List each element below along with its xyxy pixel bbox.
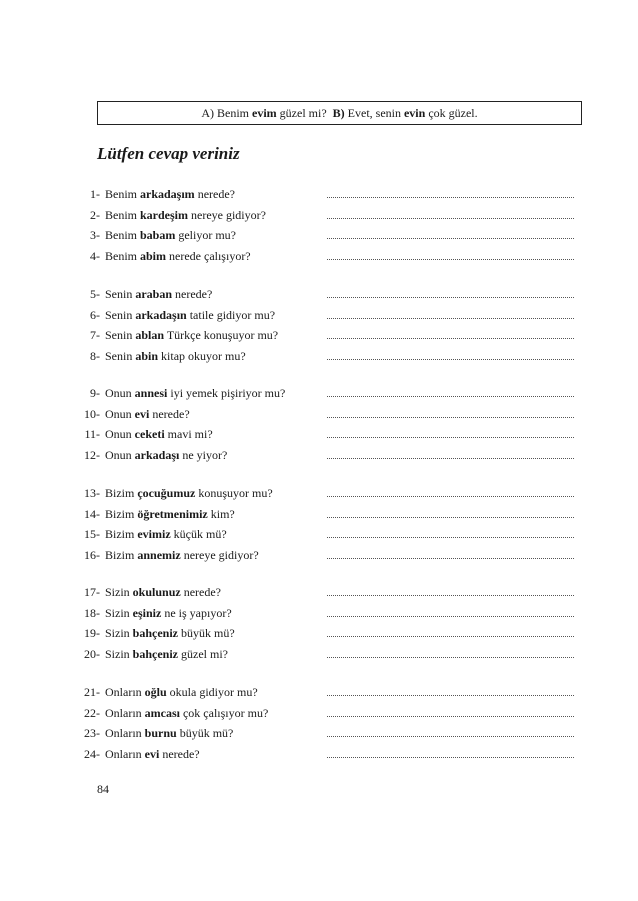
question-text — [105, 604, 232, 622]
question-possessive: eşiniz — [132, 605, 162, 620]
question-text — [105, 226, 236, 244]
example-b-label: B) — [332, 106, 345, 120]
question-row — [0, 583, 638, 601]
answer-line — [327, 517, 574, 518]
answer-line — [327, 537, 574, 538]
question-post: tatile gidiyor mu? — [186, 307, 276, 322]
question-text — [105, 405, 190, 423]
question-possessive: burnu — [144, 726, 177, 740]
question-pre: Benim — [105, 207, 140, 222]
question-post: nerede çalışıyor? — [166, 248, 251, 263]
question-post: iyi yemek pişiriyor mu? — [167, 386, 286, 400]
question-post: ne yiyor? — [179, 447, 228, 462]
answer-line — [327, 396, 574, 397]
answer-line — [327, 616, 574, 617]
question-text — [105, 446, 227, 464]
question-row — [0, 484, 638, 502]
question-row — [0, 745, 638, 763]
question-number: 22- — [84, 705, 100, 720]
question-row — [0, 306, 638, 324]
question-post: nereye gidiyor? — [188, 207, 266, 222]
answer-line — [327, 359, 574, 360]
answer-line — [327, 657, 574, 658]
question-possessive: evi — [134, 406, 150, 421]
answer-line — [327, 695, 574, 696]
question-pre: Onların — [105, 705, 145, 720]
example-a-bold: evim — [252, 106, 277, 120]
question-possessive: arkadaşım — [140, 187, 195, 201]
question-text — [105, 484, 273, 502]
question-number: 20- — [84, 646, 100, 661]
question-number: 11- — [84, 427, 100, 441]
question-pre: Sizin — [105, 646, 133, 661]
question-number: 7- — [90, 328, 100, 342]
question-text — [105, 583, 221, 601]
question-text — [105, 704, 268, 722]
answer-line — [327, 636, 574, 637]
question-text — [105, 724, 233, 742]
question-post: nerede? — [159, 746, 200, 761]
question-number: 19- — [84, 626, 100, 640]
question-possessive: araban — [135, 287, 173, 301]
question-possessive: abim — [140, 248, 167, 263]
question-pre: Sizin — [105, 626, 133, 640]
answer-line — [327, 496, 574, 497]
answer-line — [327, 736, 574, 737]
answer-line — [327, 259, 574, 260]
question-row — [0, 206, 638, 224]
question-number: 10- — [84, 406, 100, 421]
question-row — [0, 525, 638, 543]
question-possessive: kardeşim — [140, 207, 188, 222]
question-possessive: abin — [135, 348, 159, 363]
question-post: nerede? — [149, 406, 190, 421]
question-text — [105, 347, 246, 365]
question-possessive: çocuğumuz — [137, 486, 196, 500]
question-row — [0, 247, 638, 265]
question-pre: Benim — [105, 228, 140, 242]
question-number: 9- — [90, 386, 100, 400]
question-row — [0, 704, 638, 722]
question-post: ne iş yapıyor? — [161, 605, 232, 620]
question-post: kim? — [207, 506, 235, 521]
question-post: nerede? — [180, 585, 222, 599]
question-number: 4- — [90, 248, 100, 263]
answer-line — [327, 297, 574, 298]
question-text — [105, 505, 235, 523]
question-pre: Onun — [105, 427, 135, 441]
page-title: Lütfen cevap veriniz — [97, 144, 240, 163]
answer-line — [327, 716, 574, 717]
question-post: küçük mü? — [170, 527, 227, 541]
question-pre: Bizim — [105, 506, 138, 521]
question-number: 21- — [84, 685, 100, 699]
question-text — [105, 425, 213, 443]
question-pre: Onun — [105, 386, 135, 400]
question-row — [0, 505, 638, 523]
question-post: kitap okuyor mu? — [158, 348, 246, 363]
question-number: 24- — [84, 746, 100, 761]
answer-line — [327, 238, 574, 239]
question-post: nerede? — [172, 287, 213, 301]
question-number: 2- — [90, 207, 100, 222]
question-text — [105, 326, 278, 344]
question-post: konuşuyor mu? — [195, 486, 273, 500]
question-row — [0, 326, 638, 344]
question-row — [0, 185, 638, 203]
question-possessive: amcası — [144, 705, 180, 720]
question-post: Türkçe konuşuyor mu? — [164, 328, 279, 342]
question-post: çok çalışıyor mu? — [179, 705, 269, 720]
question-pre: Bizim — [105, 527, 138, 541]
example-a-post: güzel mi? — [276, 106, 327, 120]
question-number: 16- — [84, 547, 100, 562]
question-possessive: bahçeniz — [132, 626, 179, 640]
question-pre: Senin — [105, 328, 136, 342]
question-possessive: babam — [140, 228, 176, 242]
answer-line — [327, 595, 574, 596]
question-post: güzel mi? — [178, 646, 228, 661]
question-row — [0, 226, 638, 244]
question-row — [0, 425, 638, 443]
question-text — [105, 206, 266, 224]
question-row — [0, 546, 638, 564]
question-row — [0, 604, 638, 622]
question-number: 1- — [90, 187, 100, 201]
question-row — [0, 347, 638, 365]
question-post: büyük mü? — [178, 626, 235, 640]
question-pre: Benim — [105, 248, 140, 263]
question-number: 12- — [84, 447, 100, 462]
question-possessive: evi — [144, 746, 160, 761]
question-possessive: annesi — [134, 386, 168, 400]
answer-line — [327, 558, 574, 559]
answer-line — [327, 437, 574, 438]
example-a-label: A) — [201, 106, 215, 120]
question-text — [105, 525, 227, 543]
question-text — [105, 645, 228, 663]
question-number: 23- — [84, 726, 100, 740]
question-row — [0, 285, 638, 303]
question-pre: Onların — [105, 746, 145, 761]
question-pre: Onların — [105, 726, 145, 740]
question-text — [105, 247, 251, 265]
question-possessive: annemiz — [137, 547, 181, 562]
question-number: 8- — [90, 348, 100, 363]
question-pre: Onların — [105, 685, 145, 699]
question-number: 5- — [90, 287, 100, 301]
answer-line — [327, 417, 574, 418]
example-b-pre: Evet, senin — [347, 106, 404, 120]
question-pre: Bizim — [105, 486, 138, 500]
question-text — [105, 745, 200, 763]
question-number: 18- — [84, 605, 100, 620]
answer-line — [327, 197, 574, 198]
question-possessive: evimiz — [137, 527, 171, 541]
question-text — [105, 384, 285, 402]
question-pre: Senin — [105, 348, 136, 363]
question-text — [105, 285, 212, 303]
question-number: 6- — [90, 307, 100, 322]
question-post: mavi mi? — [164, 427, 213, 441]
question-pre: Senin — [105, 287, 136, 301]
question-pre: Bizim — [105, 547, 138, 562]
answer-line — [327, 757, 574, 758]
question-number: 17- — [84, 585, 100, 599]
question-text — [105, 185, 235, 203]
question-post: okula gidiyor mu? — [166, 685, 258, 699]
question-text — [105, 683, 258, 701]
question-number: 14- — [84, 506, 100, 521]
question-possessive: oğlu — [144, 685, 167, 699]
question-pre: Senin — [105, 307, 136, 322]
example-a-pre: Benim — [217, 106, 253, 120]
question-pre: Onun — [105, 406, 135, 421]
question-text — [105, 546, 259, 564]
question-possessive: ceketi — [134, 427, 165, 441]
example-b-post: çok güzel. — [425, 106, 478, 120]
question-text — [105, 306, 275, 324]
question-post: geliyor mu? — [175, 228, 236, 242]
question-pre: Benim — [105, 187, 140, 201]
question-possessive: ablan — [135, 328, 165, 342]
question-text — [105, 624, 235, 642]
question-post: nerede? — [194, 187, 235, 201]
question-possessive: öğretmenimiz — [137, 506, 208, 521]
question-row — [0, 724, 638, 742]
question-row — [0, 645, 638, 663]
question-row — [0, 624, 638, 642]
page-number: 84 — [97, 782, 109, 796]
question-possessive: arkadaşı — [134, 447, 180, 462]
example-b-bold: evin — [403, 106, 426, 120]
question-pre: Sizin — [105, 605, 133, 620]
question-pre: Onun — [105, 447, 135, 462]
question-number: 13- — [84, 486, 100, 500]
question-possessive: okulunuz — [132, 585, 181, 599]
answer-line — [327, 338, 574, 339]
question-row — [0, 446, 638, 464]
question-possessive: bahçeniz — [132, 646, 179, 661]
question-pre: Sizin — [105, 585, 133, 599]
question-post: nereye gidiyor? — [180, 547, 259, 562]
question-number: 3- — [90, 228, 100, 242]
answer-line — [327, 318, 574, 319]
question-post: büyük mü? — [176, 726, 234, 740]
question-possessive: arkadaşın — [135, 307, 187, 322]
question-row — [0, 683, 638, 701]
answer-line — [327, 218, 574, 219]
question-row — [0, 384, 638, 402]
question-number: 15- — [84, 527, 100, 541]
answer-line — [327, 458, 574, 459]
question-row — [0, 405, 638, 423]
